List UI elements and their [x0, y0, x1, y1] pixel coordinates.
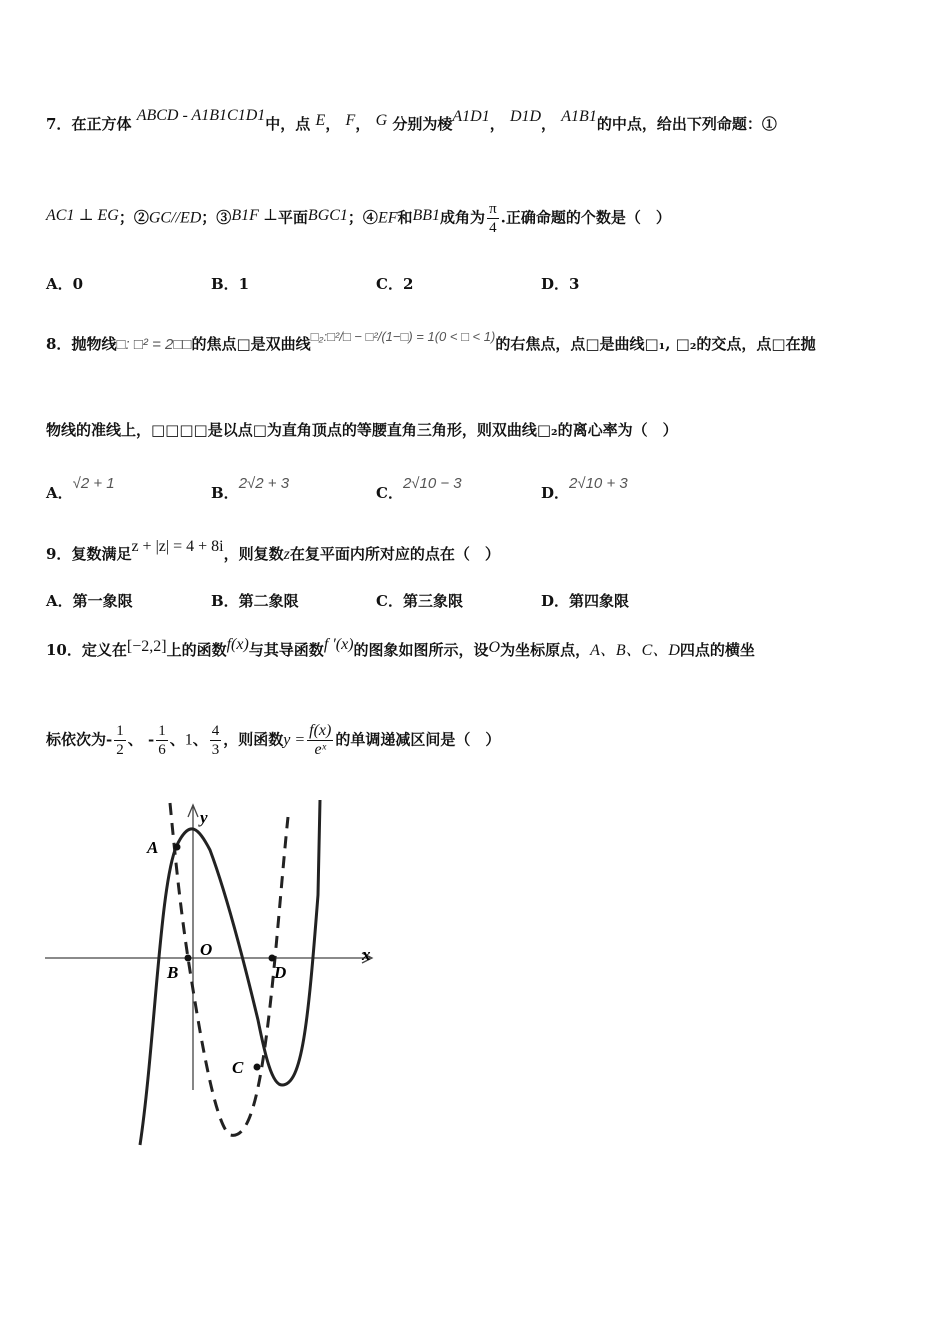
q8-number: 8．	[46, 335, 72, 353]
q7-option-a[interactable]: A．0	[46, 275, 84, 293]
q9-option-c[interactable]: C．第三象限	[376, 592, 463, 610]
q9-equation: z + |z| = 4 + 8i	[131, 538, 224, 555]
q9-option-a[interactable]: A．第一象限	[46, 592, 133, 610]
q7-option-b[interactable]: B．1	[211, 275, 250, 293]
q10-x-d: $\frac{4}{3}$	[211, 723, 220, 758]
q7-option-c[interactable]: C．2	[376, 275, 414, 293]
q10-interval: [−2,2]	[126, 638, 167, 655]
function-graph	[40, 795, 385, 1155]
q8-hyperbola-formula: □₂:□²/□ − □²/(1−□) = 1(0 < □ < 1)	[310, 329, 496, 344]
q10-line1: 10．定义在[−2,2]上的函数f(x)与其导函数f ′(x)的图象如图所示，设O为坐标原点，A、B、C、D四点的横坐	[46, 636, 755, 659]
q7-angle-fraction: $\frac{\pi}{4}$	[489, 201, 497, 236]
point-c-label: C	[232, 1058, 244, 1077]
q7-proposition-4: EF	[377, 209, 398, 227]
q7-cube-label: ABCD - A1B1C1D1	[136, 107, 266, 124]
q7-proposition-3: B1F ⊥	[231, 206, 278, 224]
q8-line1: 8．抛物线□: □² = 2□□的焦点□是双曲线□₂:□²/□ − □²/(1−□) = 1(0 < □ < 1)的右焦点，点□是曲线□₁, □₂的交点，点□在抛	[46, 329, 816, 353]
q8-option-d[interactable]: D．2√10 + 3	[541, 475, 628, 502]
q7-number: 7．	[46, 115, 72, 133]
q8-option-a[interactable]: A．√2 + 1	[46, 475, 115, 502]
point-c	[254, 1064, 261, 1071]
point-b-label: B	[167, 963, 179, 982]
q10-x-c: 1	[184, 731, 193, 749]
point-d	[269, 955, 276, 962]
q7-proposition-2: GC//ED	[148, 209, 202, 227]
q10-line2: 标依次为- $\frac{1}{2}$ 、 - $\frac{1}{6}$ 、1、 $\frac{4}{3}$ ，则函数y = $\frac{f(x)}{\text{eˣ}}$ 的单调递减区间是（ ）	[46, 722, 501, 758]
q7-line1: 7．在正方体 ABCD - A1B1C1D1中，点 E， F， G 分别为棱A1D1， D1D， A1B1的中点，给出下列命题：①	[46, 107, 777, 133]
q8-option-b[interactable]: B．2√2 + 3	[211, 475, 290, 502]
q9-line1: 9．复数满足z + |z| = 4 + 8i，则复数z在复平面内所对应的点在（ ）	[46, 538, 500, 563]
curve-f-prime	[170, 803, 288, 1135]
q7-proposition-1: AC1 ⊥ EG	[46, 206, 119, 224]
x-axis-label: x	[362, 945, 371, 964]
q8-line2: 物线的准线上，□□□□是以点□为直角顶点的等腰直角三角形，则双曲线□₂的离心率为（ ）	[46, 421, 678, 439]
point-a	[174, 844, 181, 851]
q8-parabola-formula: □: □² = 2□□	[116, 336, 192, 353]
point-b	[185, 955, 192, 962]
point-a-label: A	[147, 838, 159, 857]
point-d-label: D	[274, 963, 287, 982]
q9-option-d[interactable]: D．第四象限	[541, 592, 630, 610]
q7-option-d[interactable]: D．3	[541, 275, 580, 293]
q8-option-c[interactable]: C．2√10 − 3	[376, 475, 462, 502]
y-axis-label: y	[200, 808, 208, 827]
q10-x-a: $\frac{1}{2}$	[116, 723, 124, 758]
q7-line2: AC1 ⊥ EG；②GC//ED；③B1F ⊥平面BGC1；④EF和BB1成角为 $\frac{\pi}{4}$ .正确命题的个数是（ ）	[46, 201, 671, 236]
q10-number: 10．	[46, 641, 82, 659]
q9-option-b[interactable]: B．第二象限	[211, 592, 299, 610]
q9-number: 9．	[46, 545, 72, 563]
q10-function-fraction: $\frac{f(x)}{\text{eˣ}}$	[309, 722, 332, 758]
q10-x-b: $\frac{1}{6}$	[158, 723, 166, 758]
origin-label: O	[200, 940, 213, 959]
